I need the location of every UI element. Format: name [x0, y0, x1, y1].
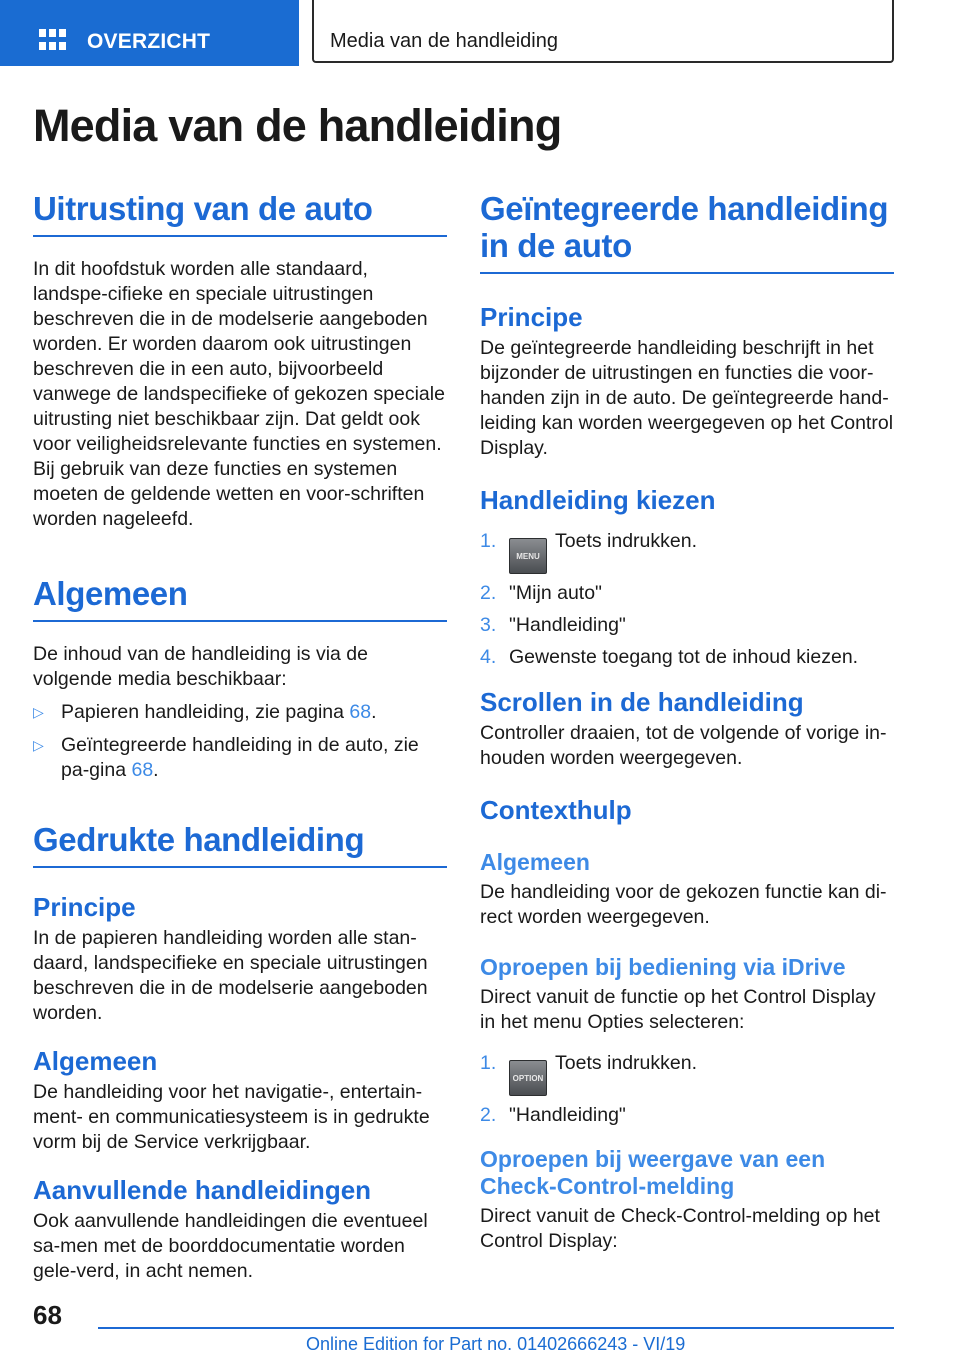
list-item: 4. Gewenste toegang tot de inhoud kiezen.: [480, 646, 859, 668]
heading-contexthulp: Contexthulp: [480, 795, 632, 825]
aanvullend-body: Ook aanvullende handleidingen die eventueel sa-men met de boorddocumentatie worden gele-verd, in acht nemen.: [33, 1210, 428, 1282]
option-button-icon: OPTION: [509, 1060, 547, 1096]
heading-uitrusting: Uitrusting van de auto: [33, 190, 447, 237]
list-item: ▷ Geïntegreerde handleiding in de auto, zie pa-gina 68.: [33, 734, 419, 781]
heading-algemeen: Algemeen: [33, 575, 447, 622]
idrive-body: Direct vanuit de functie op het Control Display in het menu Opties selecteren:: [480, 986, 876, 1033]
heading-scrollen: Scrollen in de handleiding: [480, 687, 804, 717]
tab-label: Media van de handleiding: [330, 30, 558, 52]
kiezen-steps: [480, 529, 894, 670]
principe-body: In de papieren handleiding worden alle stan-daard, landspecifieke en speciale uitrustingen beschreven die in de modelserie aangeboden worden.: [33, 927, 428, 1024]
page-number: 68: [33, 1300, 62, 1330]
heading-principe: Principe: [33, 892, 136, 922]
menu-button-icon: MENU: [509, 538, 547, 574]
heading-check-control: Oproepen bij weergave van een Check-Control-melding: [480, 1146, 826, 1199]
left-column: [33, 190, 447, 1284]
list-item: 1. OPTIONToets indrukken.: [480, 1051, 894, 1096]
right-column: [480, 190, 894, 1254]
page-title: Media van de handleiding: [33, 100, 562, 151]
page-link[interactable]: 68: [131, 759, 154, 781]
tab-media-van-de-handleiding[interactable]: [312, 0, 894, 63]
heading-handleiding-kiezen: Handleiding kiezen: [480, 485, 716, 515]
algemeen-gedrukt-body: De handleiding voor het navigatie-, entertain-ment- en communicatiesysteem is in gedrukte vorm bij de Service verkrijgbaar.: [33, 1081, 430, 1153]
check-control-body: Direct vanuit de Check-Control-melding op het Control Display:: [480, 1205, 880, 1252]
overview-nav-label: OVERZICHT: [87, 30, 211, 53]
heading-context-algemeen: Algemeen: [480, 849, 590, 875]
heading-gedrukte-handleiding: Gedrukte handleiding: [33, 821, 447, 868]
principe-integrated-body: De geïntegreerde handleiding beschrijft in het bijzonder de uitrustingen en functies die voor-handen zijn in de auto. De geïntegreerde hand-leiding kan worden weergegeven op het Control Display.: [480, 337, 894, 459]
list-item: 2. "Mijn auto": [480, 582, 602, 604]
scrollen-body: Controller draaien, tot de volgende of vorige in-houden worden weergegeven.: [480, 722, 887, 769]
edition-note: Online Edition for Part no. 01402666243 - VI/19: [306, 1334, 686, 1354]
grid-icon: [39, 29, 67, 51]
overview-nav-button[interactable]: [0, 0, 299, 66]
algemeen-body: De inhoud van de handleiding is via de volgende media beschikbaar:: [33, 643, 368, 690]
list-item: 1. MENUToets indrukken.: [480, 529, 894, 574]
triangle-bullet-icon: ▷: [33, 737, 44, 753]
list-item: 2. "Handleiding": [480, 1104, 626, 1126]
heading-aanvullende-handleidingen: Aanvullende handleidingen: [33, 1175, 372, 1205]
footer-divider: [98, 1327, 894, 1329]
uitrusting-body: In dit hoofdstuk worden alle standaard, landspe-cifieke en speciale uitrustingen beschreven die in de modelserie aangeboden worden. Er worden daarom ook uitrustingen beschreven die in een auto, bijvoorbeeld vanwege de landspecifieke of gekozen speciale uitrusting niet beschikbaar zijn. Dat geldt ook voor veiligheidsrelevante functies en systemen. Bij gebruik van deze functies en systemen moeten de geldende wetten en voor-schriften worden nageleefd.: [33, 258, 445, 530]
heading-geintegreerde-handleiding: Geïntegreerde handleiding in de auto: [480, 190, 894, 274]
heading-principe-integrated: Principe: [480, 302, 583, 332]
triangle-bullet-icon: ▷: [33, 704, 44, 720]
idrive-steps: [480, 1051, 894, 1128]
list-item: 3. "Handleiding": [480, 614, 626, 636]
heading-algemeen-gedrukt: Algemeen: [33, 1046, 158, 1076]
context-algemeen-body: De handleiding voor de gekozen functie kan di-rect worden weergegeven.: [480, 881, 887, 928]
page-link[interactable]: 68: [349, 701, 372, 723]
media-list: [33, 700, 447, 783]
list-item: ▷ Papieren handleiding, zie pagina 68.: [33, 701, 377, 723]
heading-idrive: Oproepen bij bediening via iDrive: [480, 954, 846, 980]
